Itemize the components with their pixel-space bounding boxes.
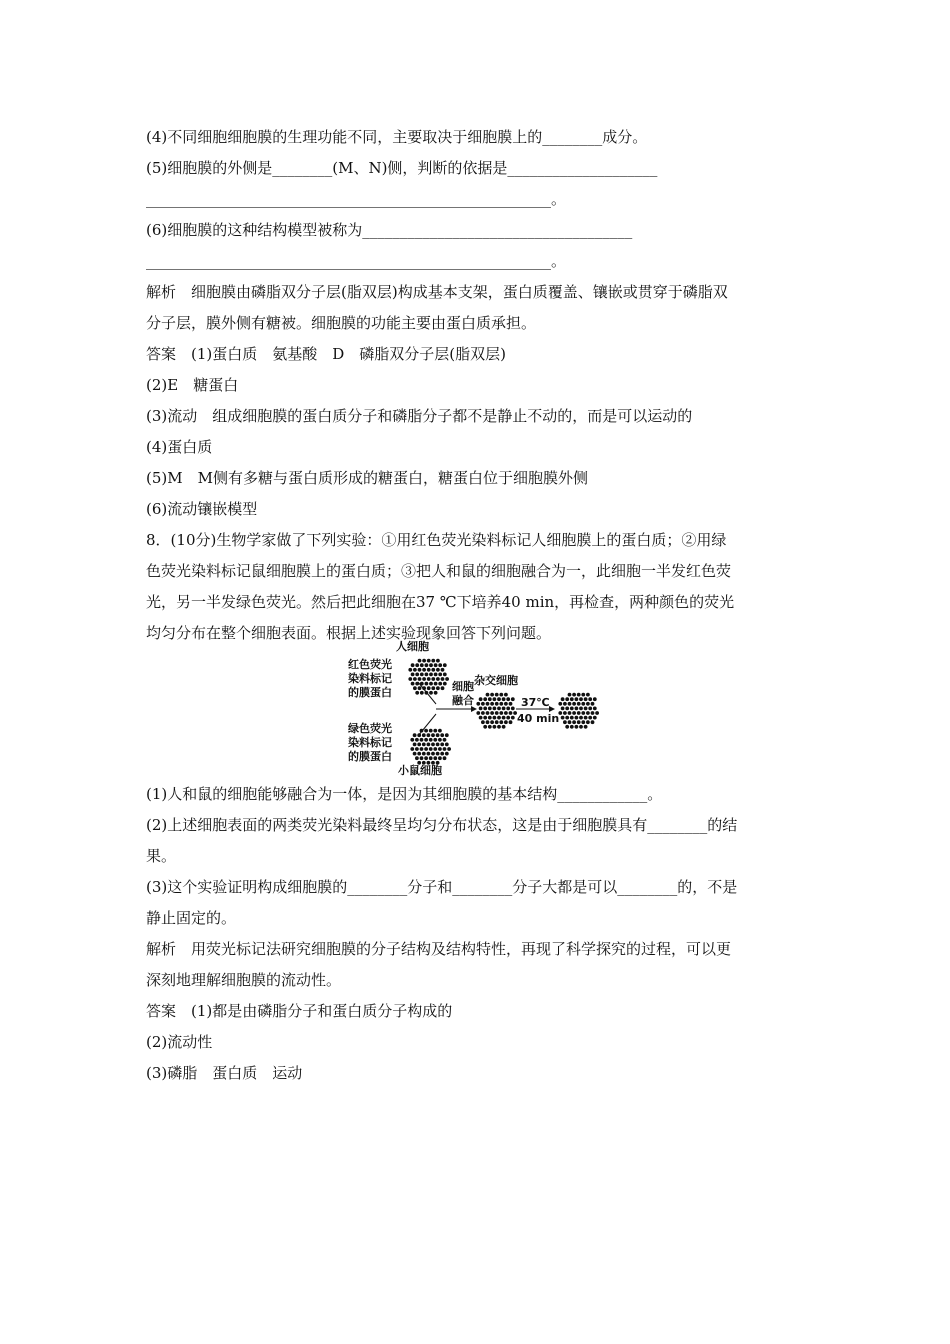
answer-7-4: (4)蛋白质 [146, 438, 213, 456]
hybrid-cell [476, 693, 517, 729]
question-8-1: (1)人和鼠的细胞能够融合为一体，是因为其细胞膜的基本结构____________。 [146, 785, 663, 803]
answer-7-5: (5)M M侧有多糖与蛋白质形成的糖蛋白，糖蛋白位于细胞膜外侧 [146, 469, 588, 487]
question-7-6-blank-line: ______________________________________________________。 [146, 252, 567, 270]
answer-7-3: (3)流动 组成细胞膜的蛋白质分子和磷脂分子都不是静止不动的，而是可以运动的 [146, 407, 693, 425]
human-cell-label: 人细胞 [396, 640, 429, 653]
green-dye-label: 绿色荧光 染料标记 的膜蛋白 [348, 722, 392, 763]
analysis-7-line-2: 分子层，膜外侧有糖被。细胞膜的功能主要由蛋白质承担。 [146, 314, 537, 332]
question-7-5-blank-line: ______________________________________________________。 [146, 190, 567, 208]
question-8-3: (3)这个实验证明构成细胞膜的________分子和________分子大都是可以________的，不是 [146, 878, 738, 896]
answer-8-3: (3)磷脂 蛋白质 运动 [146, 1064, 303, 1082]
human-cell [408, 659, 449, 695]
temperature-label: 37℃ [521, 696, 550, 709]
answer-7-6: (6)流动镶嵌模型 [146, 500, 258, 518]
question-8-stem-1: 8．(10分)生物学家做了下列实验：①用红色荧光染料标记人细胞膜上的蛋白质；②用绿 [146, 531, 727, 549]
result-cell [558, 693, 599, 729]
question-7-5: (5)细胞膜的外侧是________(M、N)侧，判断的依据是____________________ [146, 159, 658, 177]
fusion-label: 细胞 融合 [452, 680, 474, 707]
answer-7-1: 答案 (1)蛋白质 氨基酸 D 磷脂双分子层(脂双层) [146, 345, 506, 363]
question-8-stem-3: 光，另一半发绿色荧光。然后把此细胞在37 ℃下培养40 min，再检查，两种颜色的荧光 [146, 593, 735, 611]
hybrid-cell-label: 杂交细胞 [474, 674, 518, 687]
analysis-8-line-2: 深刻地理解细胞膜的流动性。 [146, 971, 342, 989]
answer-7-2: (2)E 糖蛋白 [146, 376, 239, 394]
mouse-cell [410, 729, 451, 765]
answer-8-1: 答案 (1)都是由磷脂分子和蛋白质分子构成的 [146, 1002, 453, 1020]
mouse-cell-label: 小鼠细胞 [398, 764, 442, 777]
analysis-7-line-1: 解析 细胞膜由磷脂双分子层(脂双层)构成基本支架，蛋白质覆盖、镶嵌或贯穿于磷脂双 [146, 283, 728, 301]
analysis-8-line-1: 解析 用荧光标记法研究细胞膜的分子结构及结构特性，再现了科学探究的过程，可以更 [146, 940, 732, 958]
cell-fusion-figure [340, 640, 612, 778]
question-7-4: (4)不同细胞细胞膜的生理功能不同，主要取决于细胞膜上的________成分。 [146, 128, 648, 146]
question-8-stem-2: 色荧光染料标记鼠细胞膜上的蛋白质；③把人和鼠的细胞融合为一，此细胞一半发红色荧 [146, 562, 732, 580]
question-8-2-cont: 果。 [146, 847, 177, 865]
question-8-2: (2)上述细胞表面的两类荧光染料最终呈均匀分布状态，这是由于细胞膜具有________的结 [146, 816, 738, 834]
duration-label: 40 min [517, 712, 560, 725]
connector-line-bottom [418, 714, 436, 736]
red-dye-label: 红色荧光 染料标记 的膜蛋白 [348, 658, 392, 699]
question-8-3-cont: 静止固定的。 [146, 909, 237, 927]
question-7-6: (6)细胞膜的这种结构模型被称为____________________________________ [146, 221, 633, 239]
question-8-stem-4: 均匀分布在整个细胞表面。根据上述实验现象回答下列问题。 [146, 624, 552, 642]
answer-8-2: (2)流动性 [146, 1033, 213, 1051]
